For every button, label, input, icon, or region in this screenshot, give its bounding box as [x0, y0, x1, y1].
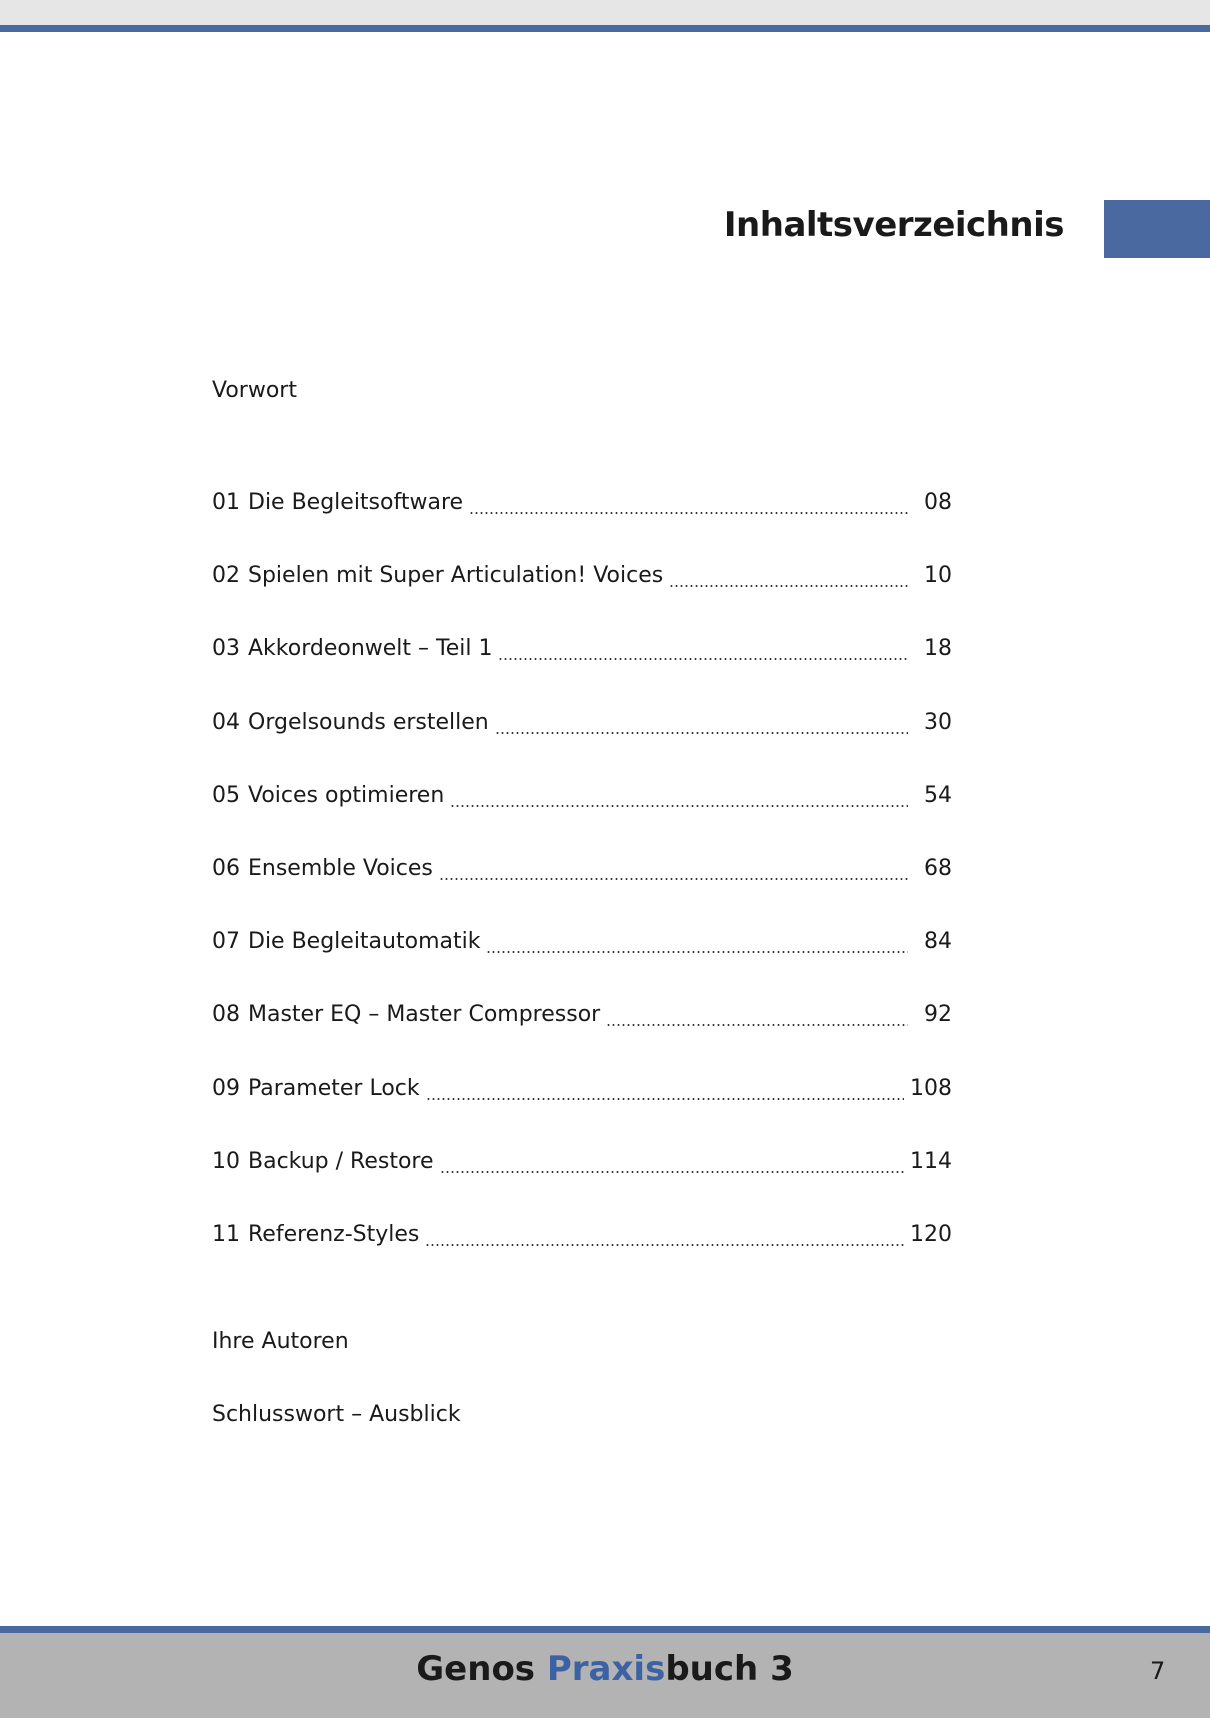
toc-page-number: 54	[924, 782, 952, 808]
toc-chapter-number: 01	[212, 490, 240, 515]
toc-page-number: 18	[924, 636, 952, 662]
toc-chapter-number: 09	[212, 1075, 240, 1101]
toc-row	[212, 1215, 952, 1288]
title-accent-tab	[1104, 200, 1210, 258]
toc-dot-leader	[469, 483, 908, 523]
toc-chapter-title: Voices optimieren	[248, 782, 445, 808]
toc-chapter-number: 04	[212, 709, 240, 735]
toc-chapter-number: 03	[212, 636, 240, 662]
toc-row	[212, 703, 952, 776]
page-footer	[0, 1633, 1210, 1718]
toc-page-number: 10	[924, 563, 952, 589]
toc-chapter-title: Referenz-Styles	[248, 1221, 420, 1247]
toc-dot-leader	[450, 776, 908, 816]
toc-chapter-number: 08	[212, 1002, 240, 1028]
toc-row	[212, 556, 952, 629]
page-number: 7	[1150, 1657, 1166, 1685]
toc-chapter-title: Parameter Lock	[248, 1075, 420, 1101]
toc-chapter-title: Master EQ – Master Compressor	[248, 1002, 601, 1028]
toc-page-number: 114	[910, 1148, 952, 1174]
toc-dot-leader	[606, 995, 908, 1035]
book-title-part1: Genos	[416, 1649, 547, 1689]
toc-chapter-title: Akkordeonwelt – Teil 1	[248, 636, 493, 662]
book-title	[0, 1649, 1210, 1689]
top-band	[0, 0, 1210, 25]
toc-chapter-title: Spielen mit Super Articulation! Voices	[248, 563, 664, 589]
toc-chapter-title: Die Begleitsoftware	[248, 490, 464, 515]
toc-chapter-number: 07	[212, 929, 240, 955]
toc-chapter-title: Ensemble Voices	[248, 855, 433, 881]
toc-chapter-number: 06	[212, 855, 240, 881]
page-title: Inhaltsverzeichnis	[723, 205, 1064, 245]
toc-chapter-number: 10	[212, 1148, 240, 1174]
toc-row	[212, 776, 952, 849]
toc-row	[212, 995, 952, 1068]
toc-entry-closing: Schlusswort – Ausblick	[212, 1402, 461, 1427]
toc-row	[212, 629, 952, 702]
toc-dot-leader	[486, 922, 908, 962]
toc-page-number: 84	[924, 929, 952, 955]
toc-page-number: 68	[924, 855, 952, 881]
toc-dot-leader	[498, 629, 908, 669]
toc-chapter-title: Die Begleitautomatik	[248, 929, 481, 955]
book-title-accent: Praxis	[546, 1649, 666, 1689]
toc-chapter-title: Backup / Restore	[248, 1148, 434, 1174]
toc-page-number: 120	[910, 1221, 952, 1247]
top-accent-rule	[0, 25, 1210, 32]
bottom-accent-rule	[0, 1626, 1210, 1633]
toc-dot-leader	[495, 703, 908, 743]
toc-chapter-number: 02	[212, 563, 240, 589]
toc-dot-leader	[669, 556, 908, 596]
toc-page-number: 30	[924, 709, 952, 735]
toc-row	[212, 849, 952, 922]
toc-row	[212, 1142, 952, 1215]
toc-dot-leader	[426, 1069, 904, 1109]
toc-row	[212, 483, 952, 556]
toc-entry-authors: Ihre Autoren	[212, 1329, 349, 1354]
toc-page-number: 08	[924, 490, 952, 515]
toc-dot-leader	[439, 849, 908, 889]
toc-dot-leader	[425, 1215, 904, 1255]
toc-chapter-number: 11	[212, 1221, 240, 1247]
book-title-part2: buch 3	[665, 1649, 794, 1689]
toc-chapter-title: Orgelsounds erstellen	[248, 709, 489, 735]
toc-row	[212, 922, 952, 995]
toc-page-number: 108	[910, 1075, 952, 1101]
toc-chapter-number: 05	[212, 782, 240, 808]
toc-list	[212, 483, 952, 1288]
toc-dot-leader	[440, 1142, 904, 1182]
toc-row	[212, 1069, 952, 1142]
toc-entry-preface: Vorwort	[212, 378, 297, 403]
toc-page-number: 92	[924, 1002, 952, 1028]
